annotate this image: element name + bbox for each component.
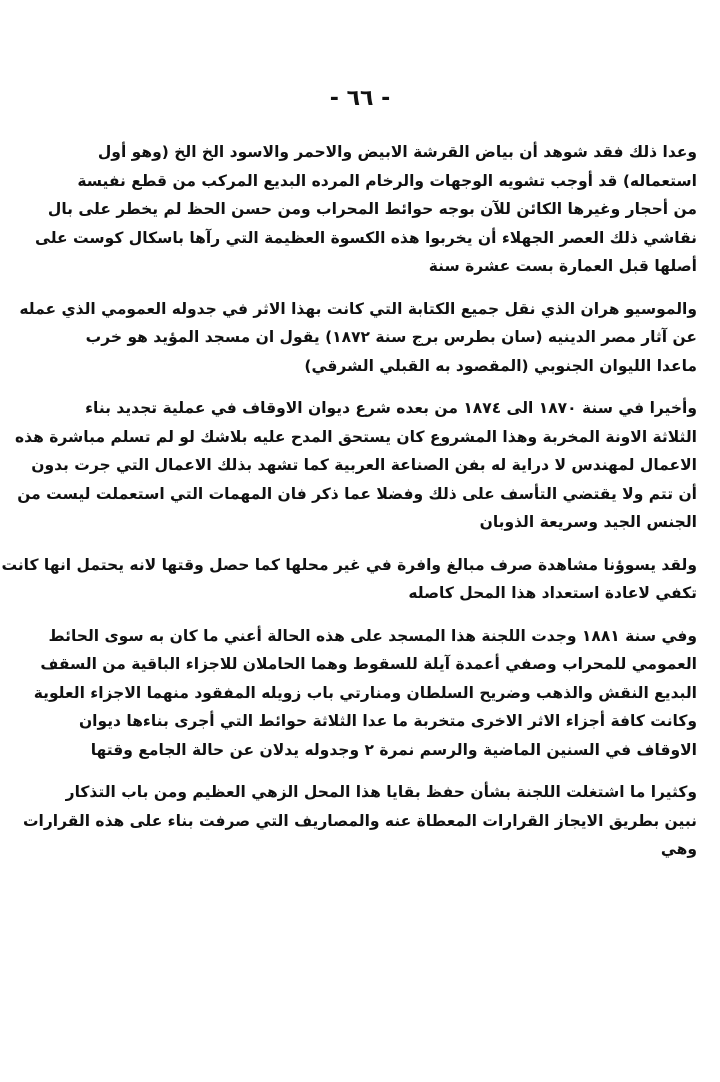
text-line: عن آثار مصر الدينيه (سان بطرس برج سنة ١٨٧٢) يقول ان مسجد المؤيد هو خرب [85, 328, 697, 346]
text-line: أن تتم ولا يقتضي التأسف على ذلك وفضلا عما ذكر فان المهمات التي استعملت ليست من [17, 484, 697, 503]
paragraph [15, 394, 697, 537]
paragraph [35, 138, 697, 281]
text-line: وعدا ذلك فقد شوهد أن بياض القرشة الابيض والاحمر والاسود الخ الخ (وهو أول [97, 143, 697, 161]
paragraph [33, 622, 697, 765]
text-line: وأخيرا في سنة ١٨٧٠ الى ١٨٧٤ من بعده شرع ديوان الاوقاف في عملية تجديد بناء [85, 399, 697, 417]
text-line: وهي [660, 840, 697, 858]
text-line: الجنس الجيد وسريعة الذوبان [479, 513, 697, 531]
text-line: الاعمال لمهندس لا دراية له بفن الصناعة العربية كما تشهد بذلك الاعمال التي جرت بدون [31, 456, 697, 474]
text-line: أصلها قبل العمارة بست عشرة سنة [428, 257, 697, 275]
text-line: والموسيو هران الذي نقل جميع الكتابة التي كانت بهذا الاثر في جدوله العمومي الذي عمله [19, 299, 697, 318]
text-line: نقاشي ذلك العصر الجهلاء أن يخربوا هذه الكسوة العظيمة التي رآها باسكال كوست على [35, 228, 697, 247]
text-line: وفي سنة ١٨٨١ وجدت اللجنة هذا المسجد على هذه الحالة أعني ما كان به سوى الحائط [48, 626, 697, 645]
text-line: ماعدا الليوان الجنوبي (المقصود به القبلي الشرقي) [304, 356, 697, 375]
paragraph [1, 551, 697, 608]
paragraph [22, 778, 697, 864]
page-number: - ٦٦ - [329, 86, 391, 111]
text-line: استعماله) قد أوجب تشويه الوجهات والرخام المرده البديع المركب من قطع نفيسة [77, 171, 697, 190]
text-line: نبين بطريق الايجاز القرارات المعطاة عنه والمصاريف التي صرفت بناء على هذه القرارات [22, 811, 697, 830]
text-line: البديع النقش والذهب وضريح السلطان ومنارتي باب زويله المفقود منهما الاجزاء العلوية [33, 683, 697, 702]
page-body [1, 138, 697, 878]
text-line: الاوقاف في السنين الماضية والرسم نمرة ٢ وجدوله يدلان عن حالة الجامع وقتها [90, 740, 697, 759]
text-line: وكثيرا ما اشتغلت اللجنة بشأن حفظ بقايا هذا المحل الزهي العظيم ومن باب التذكار [65, 783, 697, 801]
text-line: وكانت كافة أجزاء الاثر الاخرى متخربة ما عدا الثلاثة حوائط التي أجرى بناءها ديوان [78, 712, 697, 730]
text-line: الثلاثة الاونة المخربة وهذا المشروع كان يستحق المدح عليه بلاشك لو لم تسلم مباشرة هذه [15, 427, 697, 446]
text-line: تكفي لاعادة استعداد هذا المحل كاصله [408, 584, 697, 602]
paragraph [19, 295, 697, 381]
text-line: العمومي للمحراب وصفي أعمدة آيلة للسقوط وهما الحاملان للاجزاء الباقية من السقف [40, 655, 697, 673]
text-line: ولقد يسوؤنا مشاهدة صرف مبالغ وافرة في غير محلها كما حصل وقتها لانه يحتمل انها كانت [1, 555, 697, 574]
text-line: من أحجار وغيرها الكائن للآن بوجه حوائط المحراب ومن حسن الحظ لم يخطر على بال [47, 200, 697, 218]
